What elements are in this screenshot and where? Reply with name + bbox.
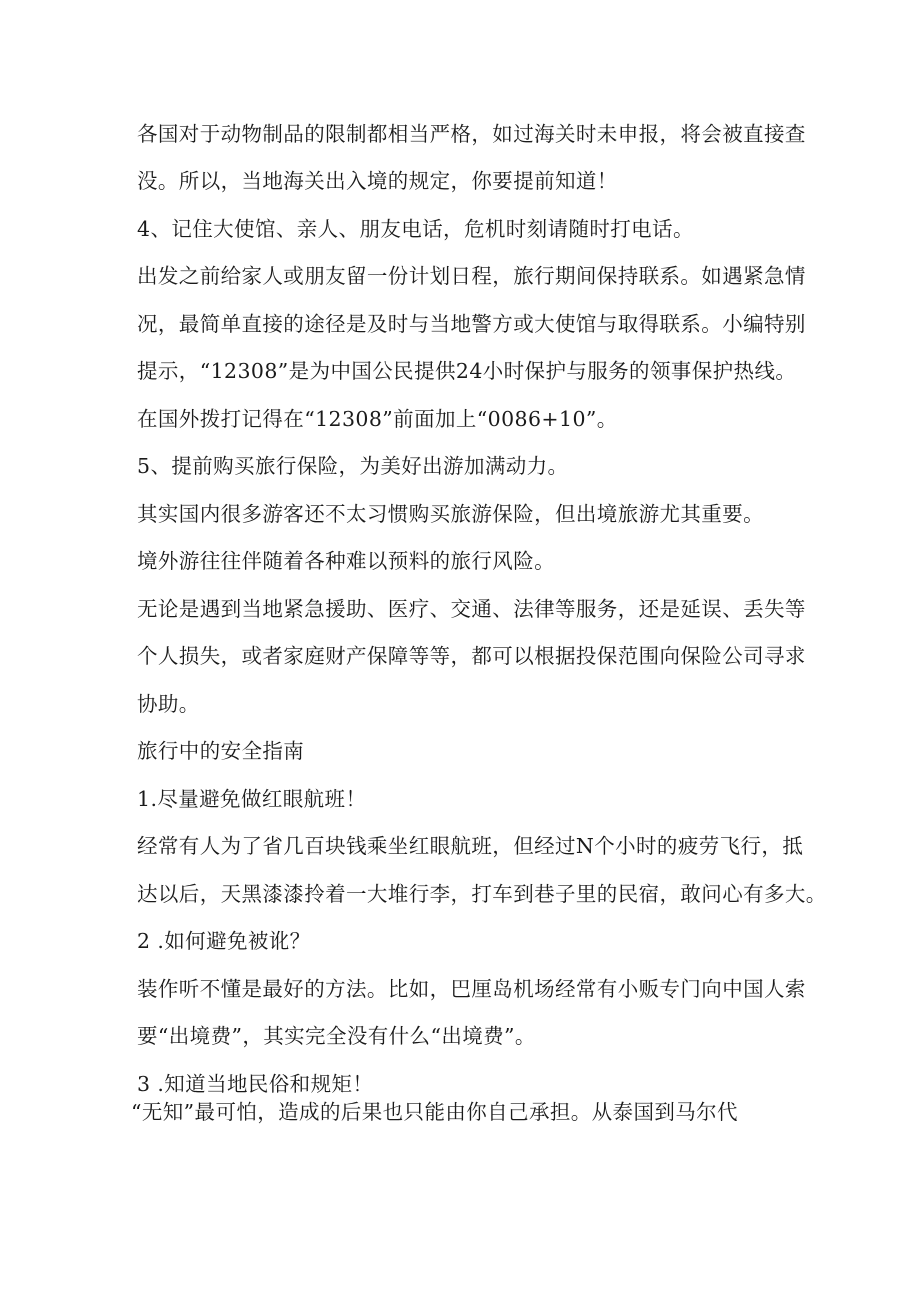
section-heading: 3 .知道当地民俗和规矩！: [137, 1072, 374, 1096]
paragraph-line: 出发之前给家人或朋友留一份计划日程，旅行期间保持联系。如遇紧急情: [137, 264, 806, 288]
paragraph-line: 装作听不懂是最好的方法。比如，巴厘岛机场经常有小贩专门向中国人索: [137, 977, 806, 1001]
paragraph-line: 况，最简单直接的途径是及时与当地警方或大使馆与取得联系。小编特别: [137, 312, 806, 336]
paragraph-line: 协助。: [137, 692, 200, 716]
paragraph-line: 各国对于动物制品的限制都相当严格，如过海关时未申报，将会被直接查: [137, 122, 806, 146]
section-heading: 4、记住大使馆、亲人、朋友电话，危机时刻请随时打电话。: [137, 217, 694, 241]
paragraph-line: 没。所以，当地海关出入境的规定，你要提前知道！: [137, 169, 618, 193]
paragraph-line: 要“出境费”，其实完全没有什么“出境费”。: [137, 1024, 536, 1048]
paragraph-line: 境外游往往伴随着各种难以预料的旅行风险。: [137, 549, 555, 573]
section-heading: 5、提前购买旅行保险，为美好出游加满动力。: [137, 454, 569, 478]
section-heading: 1.尽量避免做红眼航班！: [137, 787, 367, 811]
paragraph-line: 提示，“12308”是为中国公民提供24小时保护与服务的领事保护热线。: [137, 359, 797, 383]
paragraph-line: 无论是遇到当地紧急援助、医疗、交通、法律等服务，还是延误、丢失等: [137, 597, 806, 621]
paragraph-line: 经常有人为了省几百块钱乘坐红眼航班，但经过N个小时的疲劳飞行，抵: [137, 834, 804, 858]
section-heading: 2 .如何避免被讹？: [137, 929, 311, 953]
section-title: 旅行中的安全指南: [137, 739, 305, 763]
paragraph-line: 个人损失，或者家庭财产保障等等，都可以根据投保范围向保险公司寻求: [137, 644, 806, 668]
paragraph-line: 达以后，天黑漆漆拎着一大堆行李，打车到巷子里的民宿，敢问心有多大。: [137, 882, 827, 906]
paragraph-line: “无知”最可怕，造成的后果也只能由你自己承担。从泰国到马尔代: [131, 1100, 738, 1124]
paragraph-line: 其实国内很多游客还不太习惯购买旅游保险，但出境旅游尤其重要。: [137, 502, 764, 526]
paragraph-line: 在国外拨打记得在“12308”前面加上“0086+10”。: [137, 407, 618, 431]
